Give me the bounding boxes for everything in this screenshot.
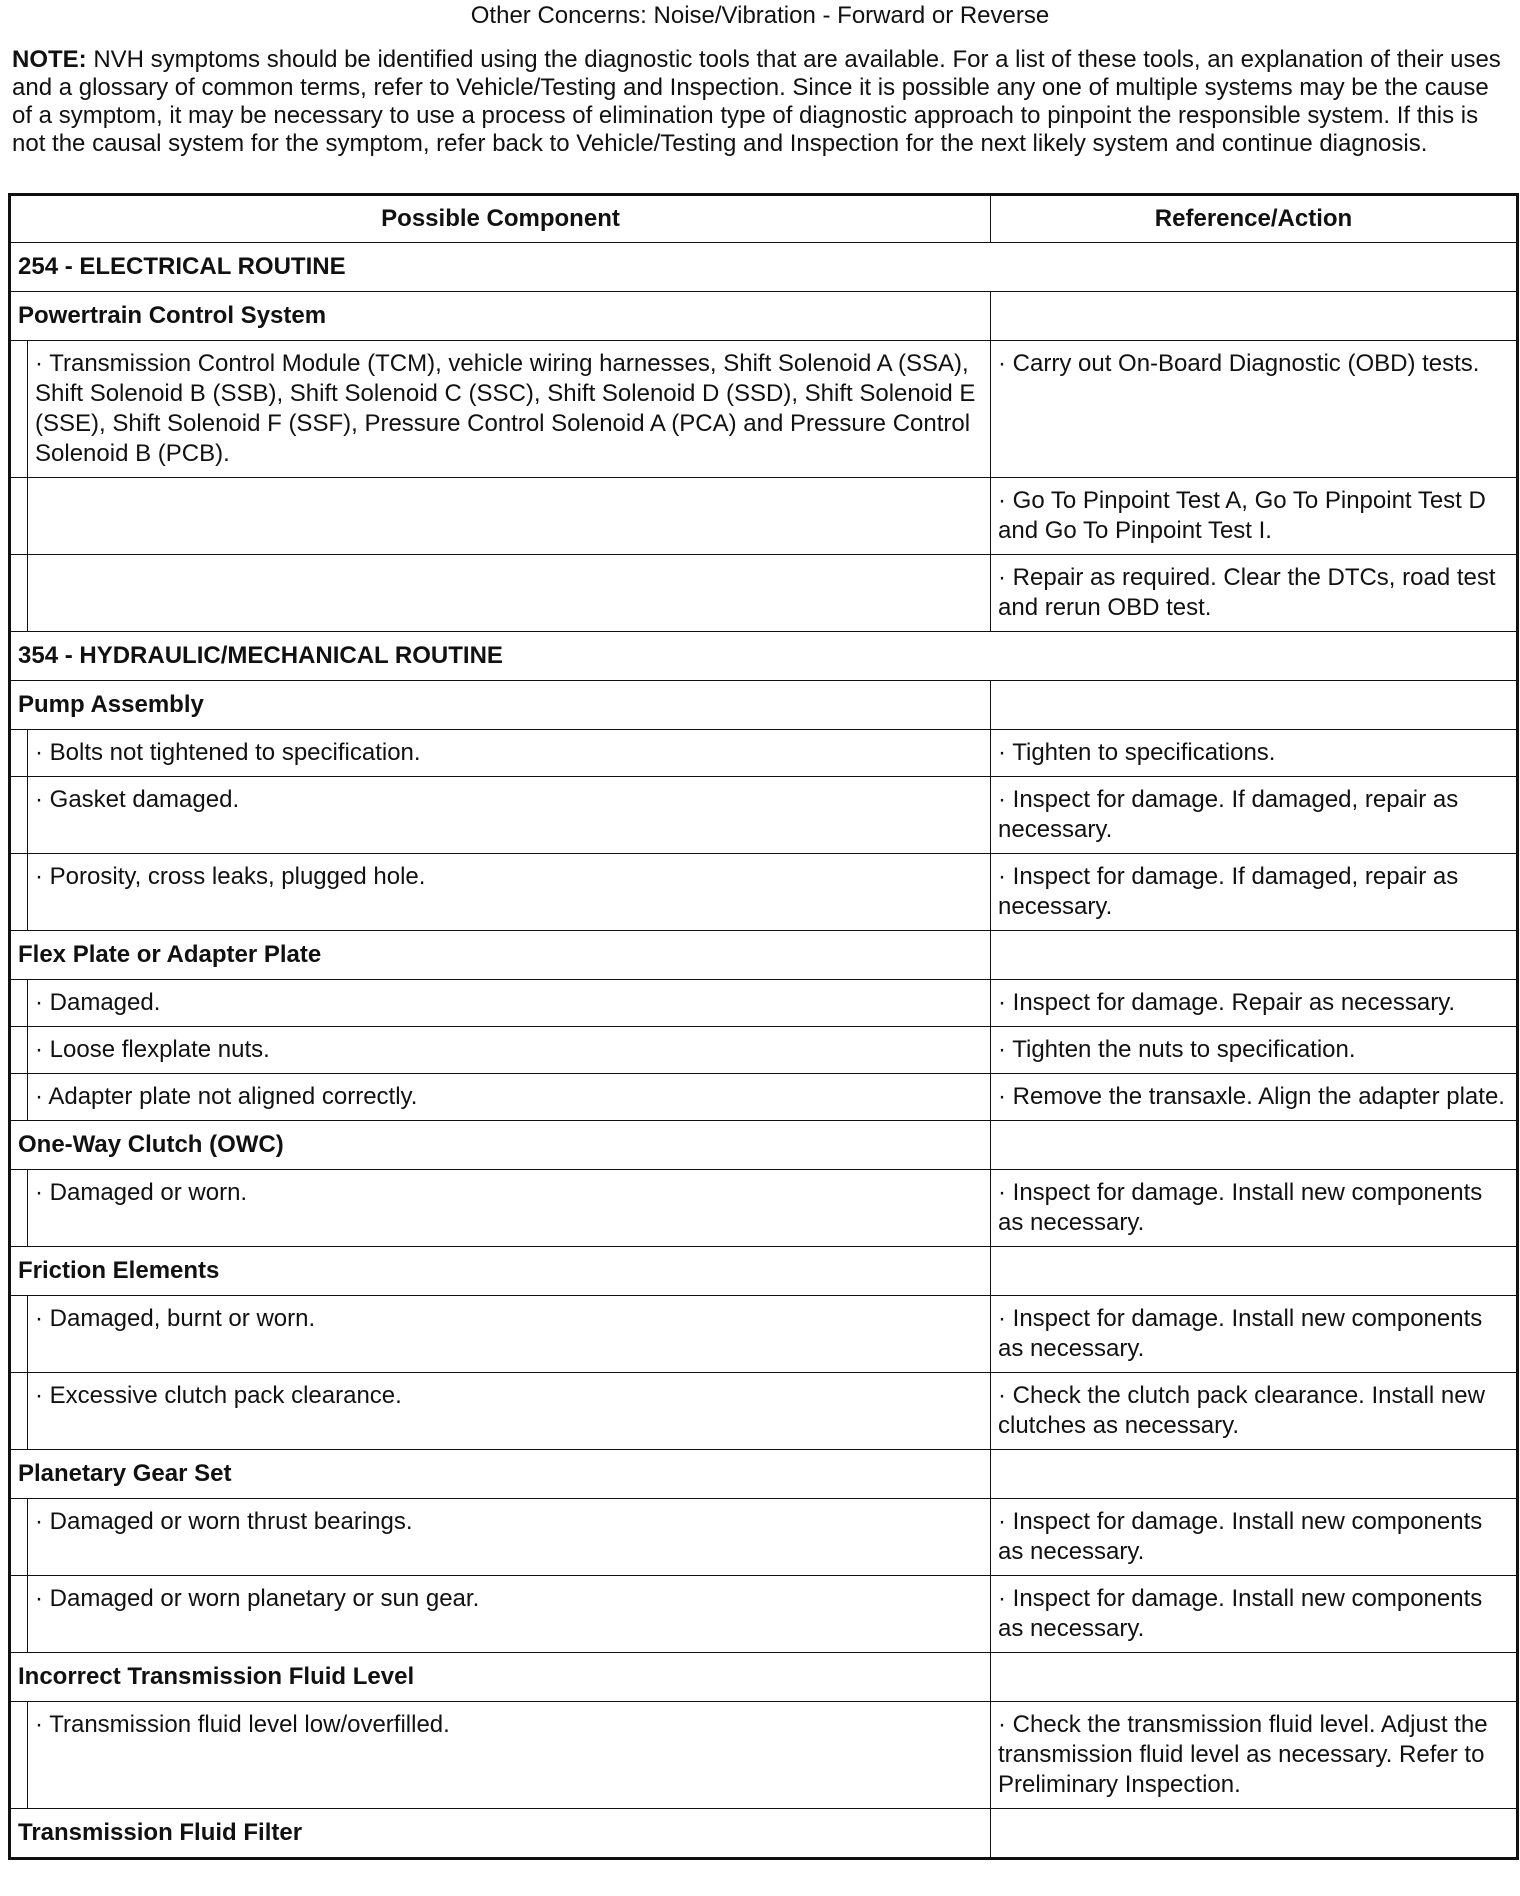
action-cell: · Inspect for damage. Install new components as necessary.	[991, 1170, 1518, 1247]
indent-cell	[10, 1296, 28, 1373]
component-cell: · Excessive clutch pack clearance.	[28, 1373, 991, 1450]
component-cell: · Adapter plate not aligned correctly.	[28, 1074, 991, 1121]
component-cell: · Damaged or worn.	[28, 1170, 991, 1247]
component-cell: · Transmission fluid level low/overfilled.	[28, 1702, 991, 1809]
table-row	[10, 1702, 1518, 1809]
group-name: Planetary Gear Set	[10, 1450, 991, 1499]
note-paragraph	[12, 46, 1512, 158]
indent-cell	[10, 1074, 28, 1121]
table-row	[10, 730, 1518, 777]
column-header-action: Reference/Action	[991, 195, 1518, 243]
component-cell: · Damaged or worn thrust bearings.	[28, 1499, 991, 1576]
group-row	[10, 1121, 1518, 1170]
action-cell: · Remove the transaxle. Align the adapter plate.	[991, 1074, 1518, 1121]
group-row	[10, 1450, 1518, 1499]
indent-cell	[10, 1499, 28, 1576]
group-name: Friction Elements	[10, 1247, 991, 1296]
group-row	[10, 1653, 1518, 1702]
indent-cell	[10, 730, 28, 777]
action-cell: · Check the clutch pack clearance. Install new clutches as necessary.	[991, 1373, 1518, 1450]
group-row	[10, 292, 1518, 341]
diagnostic-table	[8, 193, 1519, 1860]
group-name: Powertrain Control System	[10, 292, 991, 341]
group-action-empty	[991, 1247, 1518, 1296]
indent-cell	[10, 341, 28, 478]
component-cell: · Loose flexplate nuts.	[28, 1027, 991, 1074]
group-name: One-Way Clutch (OWC)	[10, 1121, 991, 1170]
action-cell: · Inspect for damage. If damaged, repair as necessary.	[991, 854, 1518, 931]
group-name: Flex Plate or Adapter Plate	[10, 931, 991, 980]
table-row	[10, 1074, 1518, 1121]
table-row	[10, 777, 1518, 854]
group-name: Pump Assembly	[10, 681, 991, 730]
indent-cell	[10, 777, 28, 854]
group-name: Transmission Fluid Filter	[10, 1809, 991, 1859]
section-row	[10, 243, 1518, 292]
group-row	[10, 931, 1518, 980]
component-cell: · Damaged or worn planetary or sun gear.	[28, 1576, 991, 1653]
group-action-empty	[991, 1450, 1518, 1499]
section-row	[10, 632, 1518, 681]
group-name: Incorrect Transmission Fluid Level	[10, 1653, 991, 1702]
column-header-component: Possible Component	[10, 195, 991, 243]
group-action-empty	[991, 1653, 1518, 1702]
indent-cell	[10, 1170, 28, 1247]
action-cell: · Go To Pinpoint Test A, Go To Pinpoint Test D and Go To Pinpoint Test I.	[991, 478, 1518, 555]
note-text: NVH symptoms should be identified using the diagnostic tools that are available. For a list of these tools, an explanation of their uses and a glossary of common terms, refer to Vehicle/Testing and Inspection. Since it is possible any one of multiple systems may be the cause of a symptom, it may be necessary to use a process of elimination type of diagnostic approach to pinpoint the responsible system. If this is not the causal system for the symptom, refer back to Vehicle/Testing and Inspection for the next likely system and continue diagnosis.	[12, 46, 1501, 157]
section-title: 254 - ELECTRICAL ROUTINE	[10, 243, 1518, 292]
group-row	[10, 1247, 1518, 1296]
group-action-empty	[991, 292, 1518, 341]
page-title: Other Concerns: Noise/Vibration - Forward or Reverse	[470, 2, 1050, 29]
action-cell: · Inspect for damage. If damaged, repair as necessary.	[991, 777, 1518, 854]
table-row	[10, 1170, 1518, 1247]
action-cell: · Inspect for damage. Repair as necessary.	[991, 980, 1518, 1027]
indent-cell	[10, 555, 28, 632]
component-cell	[28, 555, 991, 632]
table-row	[10, 1499, 1518, 1576]
group-row	[10, 1809, 1518, 1859]
table-row	[10, 1027, 1518, 1074]
indent-cell	[10, 854, 28, 931]
action-cell: · Inspect for damage. Install new components as necessary.	[991, 1576, 1518, 1653]
action-cell: · Repair as required. Clear the DTCs, road test and rerun OBD test.	[991, 555, 1518, 632]
group-action-empty	[991, 931, 1518, 980]
action-cell: · Tighten to specifications.	[991, 730, 1518, 777]
table-row	[10, 341, 1518, 478]
table-row	[10, 1576, 1518, 1653]
group-action-empty	[991, 1121, 1518, 1170]
action-cell: · Inspect for damage. Install new components as necessary.	[991, 1296, 1518, 1373]
indent-cell	[10, 1702, 28, 1809]
table-row	[10, 854, 1518, 931]
component-cell: · Transmission Control Module (TCM), vehicle wiring harnesses, Shift Solenoid A (SSA), Shift Solenoid B (SSB), Shift Solenoid C (SSC), Shift Solenoid D (SSD), Shift Solenoid E (SSE), Shift Solenoid F (SSF), Pressure Control Solenoid A (PCA) and Pressure Control Solenoid B (PCB).	[28, 341, 991, 478]
group-action-empty	[991, 1809, 1518, 1859]
action-cell: · Check the transmission fluid level. Adjust the transmission fluid level as necessary. Refer to Preliminary Inspection.	[991, 1702, 1518, 1809]
table-row	[10, 555, 1518, 632]
component-cell: · Gasket damaged.	[28, 777, 991, 854]
indent-cell	[10, 1027, 28, 1074]
table-header-row	[10, 195, 1518, 243]
table-row	[10, 1296, 1518, 1373]
component-cell	[28, 478, 991, 555]
component-cell: · Damaged, burnt or worn.	[28, 1296, 991, 1373]
indent-cell	[10, 1576, 28, 1653]
component-cell: · Damaged.	[28, 980, 991, 1027]
component-cell: · Bolts not tightened to specification.	[28, 730, 991, 777]
table-row	[10, 980, 1518, 1027]
group-action-empty	[991, 681, 1518, 730]
table-body	[10, 243, 1518, 1859]
indent-cell	[10, 980, 28, 1027]
note-label: NOTE:	[12, 46, 87, 73]
action-cell: · Inspect for damage. Install new components as necessary.	[991, 1499, 1518, 1576]
section-title: 354 - HYDRAULIC/MECHANICAL ROUTINE	[10, 632, 1518, 681]
indent-cell	[10, 1373, 28, 1450]
group-row	[10, 681, 1518, 730]
table-row	[10, 1373, 1518, 1450]
component-cell: · Porosity, cross leaks, plugged hole.	[28, 854, 991, 931]
indent-cell	[10, 478, 28, 555]
action-cell: · Tighten the nuts to specification.	[991, 1027, 1518, 1074]
table-row	[10, 478, 1518, 555]
action-cell: · Carry out On-Board Diagnostic (OBD) tests.	[991, 341, 1518, 478]
